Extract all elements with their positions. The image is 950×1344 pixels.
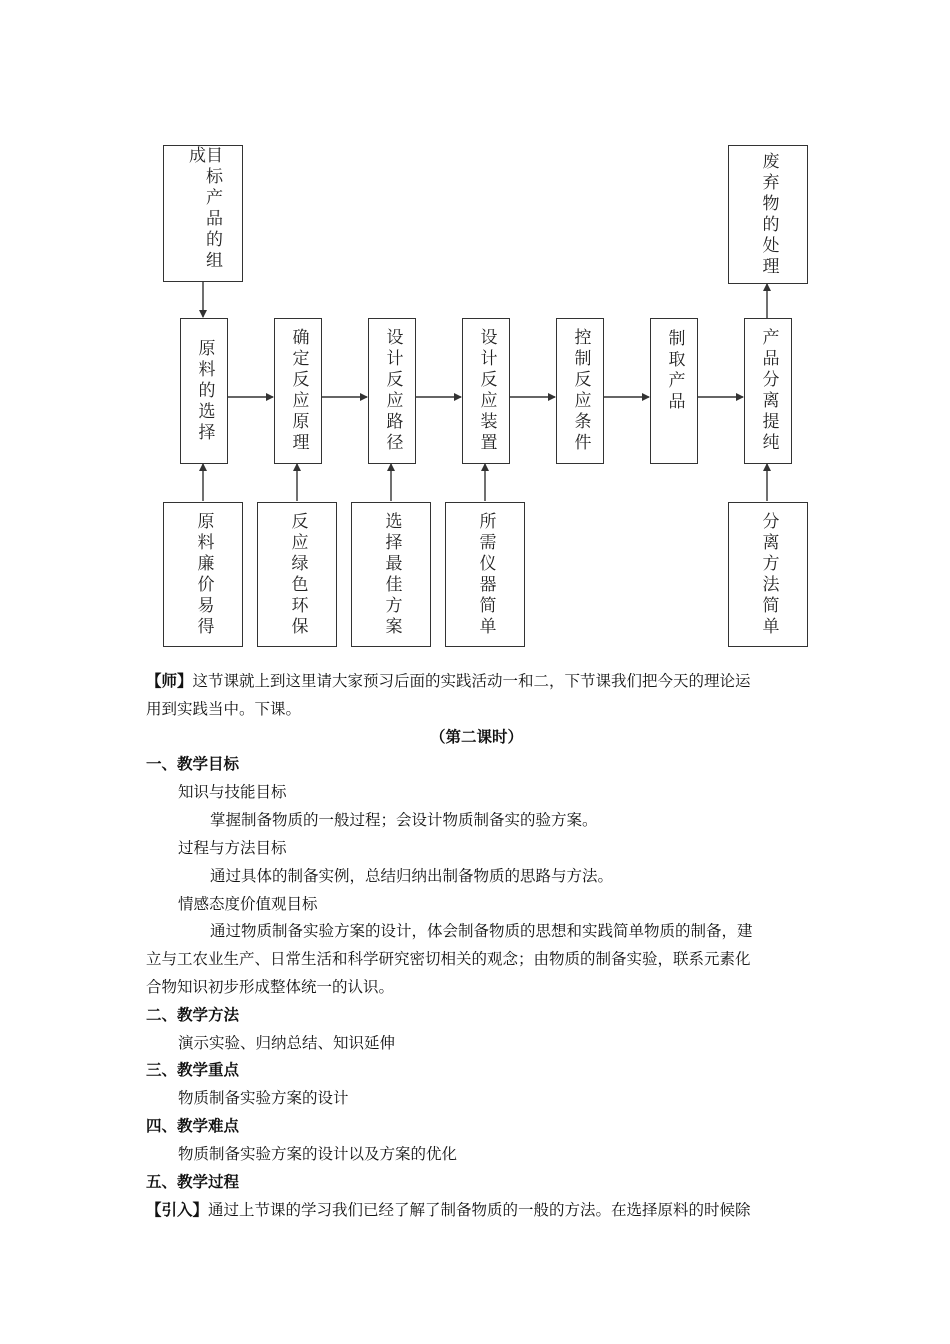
box-simple-instruments bbox=[445, 502, 525, 647]
box-label: 确定反应原理 bbox=[288, 328, 309, 454]
box-reaction-conditions bbox=[556, 318, 604, 464]
s1-sub2-text: 通过具体的制备实例，总结归纳出制备物质的思路与方法。 bbox=[210, 867, 614, 885]
s1-sub3-line2: 立与工农业生产、日常生活和科学研究密切相关的观念；由物质的制备实验，联系元素化 bbox=[146, 950, 751, 968]
box-label: 选择最佳方案 bbox=[381, 511, 402, 638]
section-3-title: 三、教学重点 bbox=[146, 1060, 240, 1079]
box-label: 废弃物的处理 bbox=[758, 151, 779, 278]
box-label: 产品分离提纯 bbox=[758, 328, 779, 454]
box-raw-selection bbox=[180, 318, 228, 464]
box-green-reaction bbox=[257, 502, 337, 647]
box-best-plan bbox=[351, 502, 431, 647]
section-1-title: 一、教学目标 bbox=[146, 754, 240, 773]
box-produce-product bbox=[650, 318, 698, 464]
section-5-title: 五、教学过程 bbox=[146, 1172, 240, 1191]
teacher-tag: 【师】 bbox=[146, 671, 193, 690]
box-label: 制取产品 bbox=[664, 329, 685, 413]
box-label: 反应绿色环保 bbox=[287, 511, 308, 638]
s1-sub3-line1: 通过物质制备实验方案的设计，体会制备物质的思想和实践简单物质的制备，建 bbox=[210, 922, 753, 940]
teacher-paragraph-line1 bbox=[146, 669, 751, 691]
box-label: 原料廉价易得 bbox=[193, 511, 214, 638]
teacher-paragraph-line2: 用到实践当中。下课。 bbox=[146, 700, 302, 718]
s1-sub3-line3: 合物知识初步形成整体统一的认识。 bbox=[146, 978, 395, 996]
s1-sub3-heading: 情感态度价值观目标 bbox=[178, 895, 318, 913]
teacher-text: 这节课就上到这里请大家预习后面的实践活动一和二，下节课我们把今天的理论运 bbox=[192, 672, 751, 690]
box-label: 分离方法简单 bbox=[758, 511, 779, 638]
box-waste-treatment bbox=[728, 145, 808, 284]
box-label: 控制反应条件 bbox=[570, 328, 591, 454]
box-reaction-route bbox=[368, 318, 416, 464]
lesson-title: （第二课时） bbox=[430, 727, 524, 746]
section-4-text: 物质制备实验方案的设计以及方案的优化 bbox=[178, 1145, 458, 1163]
box-simple-separation bbox=[728, 502, 808, 647]
box-product-separation bbox=[744, 318, 792, 464]
section-3-text: 物质制备实验方案的设计 bbox=[178, 1089, 349, 1107]
box-cheap-materials bbox=[163, 502, 243, 647]
intro-text: 通过上节课的学习我们已经了解了制备物质的一般的方法。在选择原料的时候除 bbox=[208, 1201, 751, 1219]
box-goal-composition bbox=[163, 145, 243, 282]
box-reaction-principle bbox=[274, 318, 322, 464]
intro-tag: 【引入】 bbox=[146, 1200, 209, 1219]
section-4-title: 四、教学难点 bbox=[146, 1116, 240, 1135]
box-reaction-device bbox=[462, 318, 510, 464]
s1-sub1-text: 掌握制备物质的一般过程；会设计物质制备实的验方案。 bbox=[210, 811, 598, 829]
intro-paragraph bbox=[146, 1198, 751, 1220]
s1-sub2-heading: 过程与方法目标 bbox=[178, 839, 287, 857]
box-label: 设计反应路径 bbox=[382, 328, 403, 454]
s1-sub1-heading: 知识与技能目标 bbox=[178, 783, 287, 801]
section-2-title: 二、教学方法 bbox=[146, 1005, 240, 1024]
section-2-text: 演示实验、归纳总结、知识延伸 bbox=[178, 1034, 396, 1052]
box-label: 所需仪器简单 bbox=[475, 511, 496, 638]
box-label: 原料的选择 bbox=[194, 338, 215, 444]
box-label: 目标产品的组成 bbox=[185, 146, 222, 272]
box-label: 设计反应装置 bbox=[476, 328, 497, 454]
